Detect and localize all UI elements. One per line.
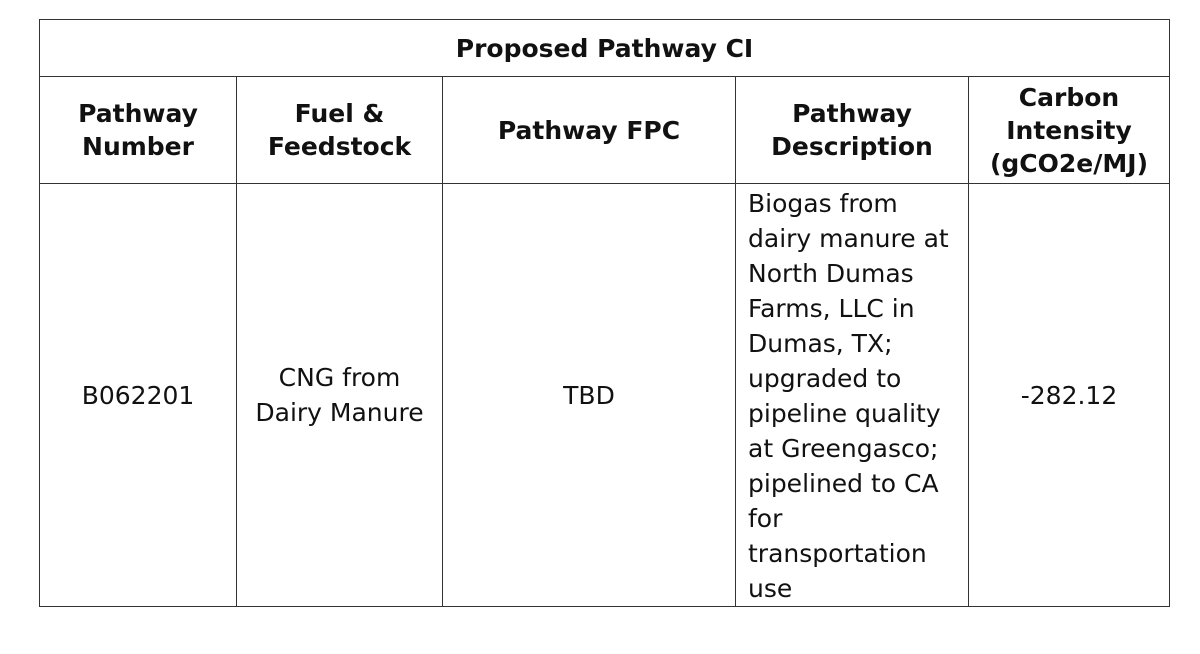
- cell-fuel-feedstock-text: CNG from Dairy Manure: [255, 363, 424, 427]
- table-header-row: [40, 77, 1170, 184]
- cell-carbon-intensity: -282.12: [969, 184, 1170, 607]
- column-header-label: Pathway Description: [771, 99, 933, 161]
- proposed-pathway-ci-table: [39, 19, 1170, 607]
- cell-fuel-feedstock: [237, 184, 443, 607]
- table-row: [40, 184, 1170, 607]
- table-title-row: [40, 20, 1170, 77]
- column-header-pathway-description: [736, 77, 969, 184]
- cell-pathway-description: [736, 184, 969, 607]
- column-header-carbon-intensity: [969, 77, 1170, 184]
- column-header-pathway-number: [40, 77, 237, 184]
- column-header-label: Fuel & Feedstock: [267, 99, 412, 161]
- column-header-label: Pathway Number: [78, 99, 198, 161]
- cell-pathway-fpc: TBD: [443, 184, 736, 607]
- column-header-fuel-feedstock: [237, 77, 443, 184]
- cell-pathway-description-text: Biogas from dairy manure at North Dumas Farms, LLC in Dumas, TX; upgraded to pipeline quality at Greengasco; pipelined to CA for transportation use: [748, 189, 949, 603]
- column-header-pathway-fpc: [443, 77, 736, 184]
- column-header-label: Pathway FPC: [497, 115, 681, 145]
- cell-pathway-number: B062201: [40, 184, 237, 607]
- column-header-label: Carbon Intensity (gCO2e/MJ): [989, 82, 1148, 178]
- pathway-table-container: [39, 19, 1169, 606]
- table-title: Proposed Pathway CI: [40, 20, 1170, 77]
